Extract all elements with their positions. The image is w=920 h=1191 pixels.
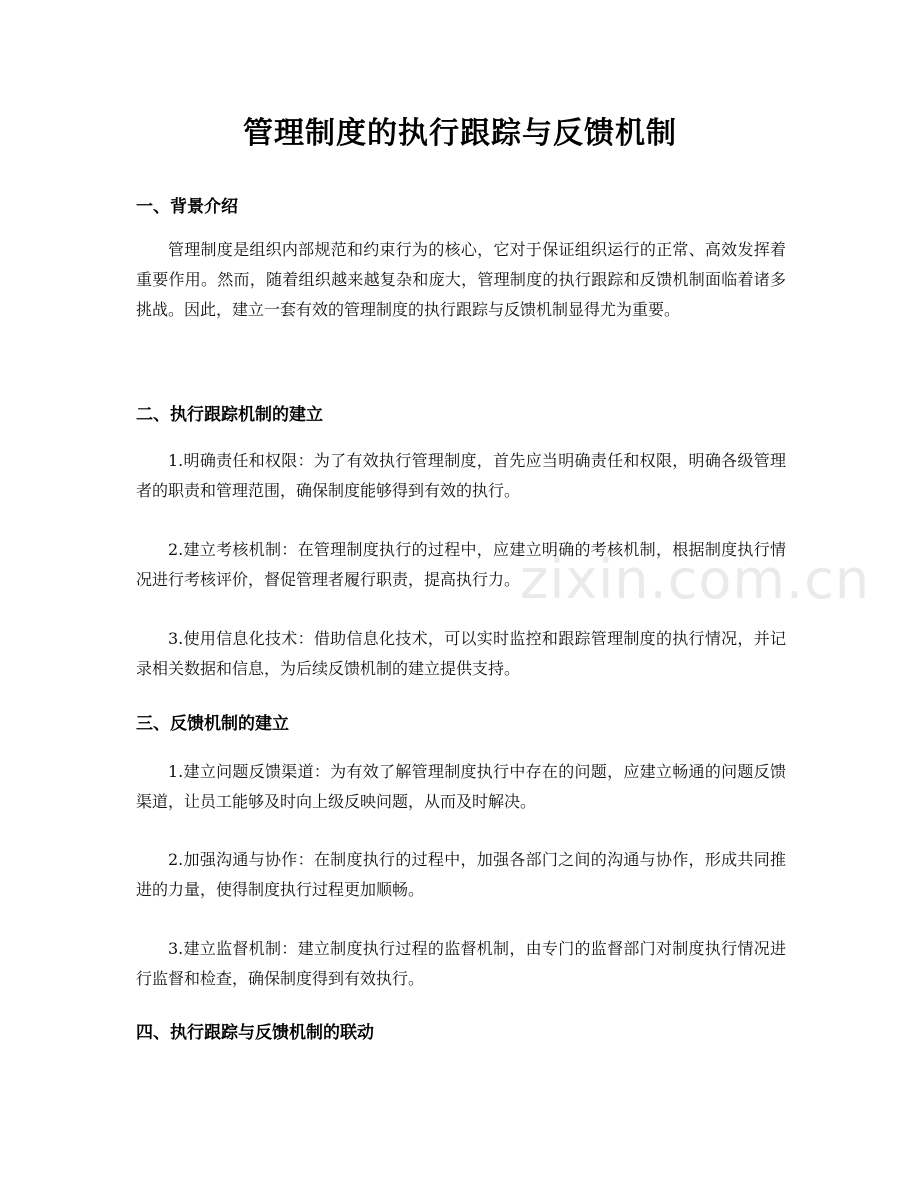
- paragraph-feedback-1: 1.建立问题反馈渠道：为有效了解管理制度执行中存在的问题，应建立畅通的问题反馈渠道，让员工能够及时向上级反映问题，从而及时解决。: [136, 762, 786, 811]
- paragraph-tracking-2: 2.建立考核机制：在管理制度执行的过程中，应建立明确的考核机制，根据制度执行情况进行考核评价，督促管理者履行职责，提高执行力。: [136, 540, 786, 589]
- section-heading-feedback: 三、反馈机制的建立: [136, 714, 289, 734]
- section-heading-background: 一、背景介绍: [136, 197, 238, 217]
- watermark: zixin.com.cn: [520, 548, 871, 611]
- paragraph-tracking-3: 3.使用信息化技术：借助信息化技术，可以实时监控和跟踪管理制度的执行情况，并记录相关数据和信息，为后续反馈机制的建立提供支持。: [136, 629, 786, 678]
- document-title: 管理制度的执行跟踪与反馈机制: [243, 116, 677, 151]
- paragraph-feedback-2: 2.加强沟通与协作：在制度执行的过程中，加强各部门之间的沟通与协作，形成共同推进的力量，使得制度执行过程更加顺畅。: [136, 850, 786, 899]
- paragraph-feedback-3: 3.建立监督机制：建立制度执行过程的监督机制，由专门的监督部门对制度执行情况进行监督和检查，确保制度得到有效执行。: [136, 939, 786, 988]
- paragraph-tracking-1: 1.明确责任和权限：为了有效执行管理制度，首先应当明确责任和权限，明确各级管理者的职责和管理范围，确保制度能够得到有效的执行。: [136, 451, 786, 500]
- section-heading-tracking: 二、执行跟踪机制的建立: [136, 405, 323, 425]
- paragraph-background: 管理制度是组织内部规范和约束行为的核心，它对于保证组织运行的正常、高效发挥着重要作用。然而，随着组织越来越复杂和庞大，管理制度的执行跟踪和反馈机制面临着诸多挑战。因此，建立一套有效的管理制度的执行跟踪与反馈机制显得尤为重要。: [136, 240, 786, 319]
- section-heading-linkage: 四、执行跟踪与反馈机制的联动: [136, 1023, 374, 1043]
